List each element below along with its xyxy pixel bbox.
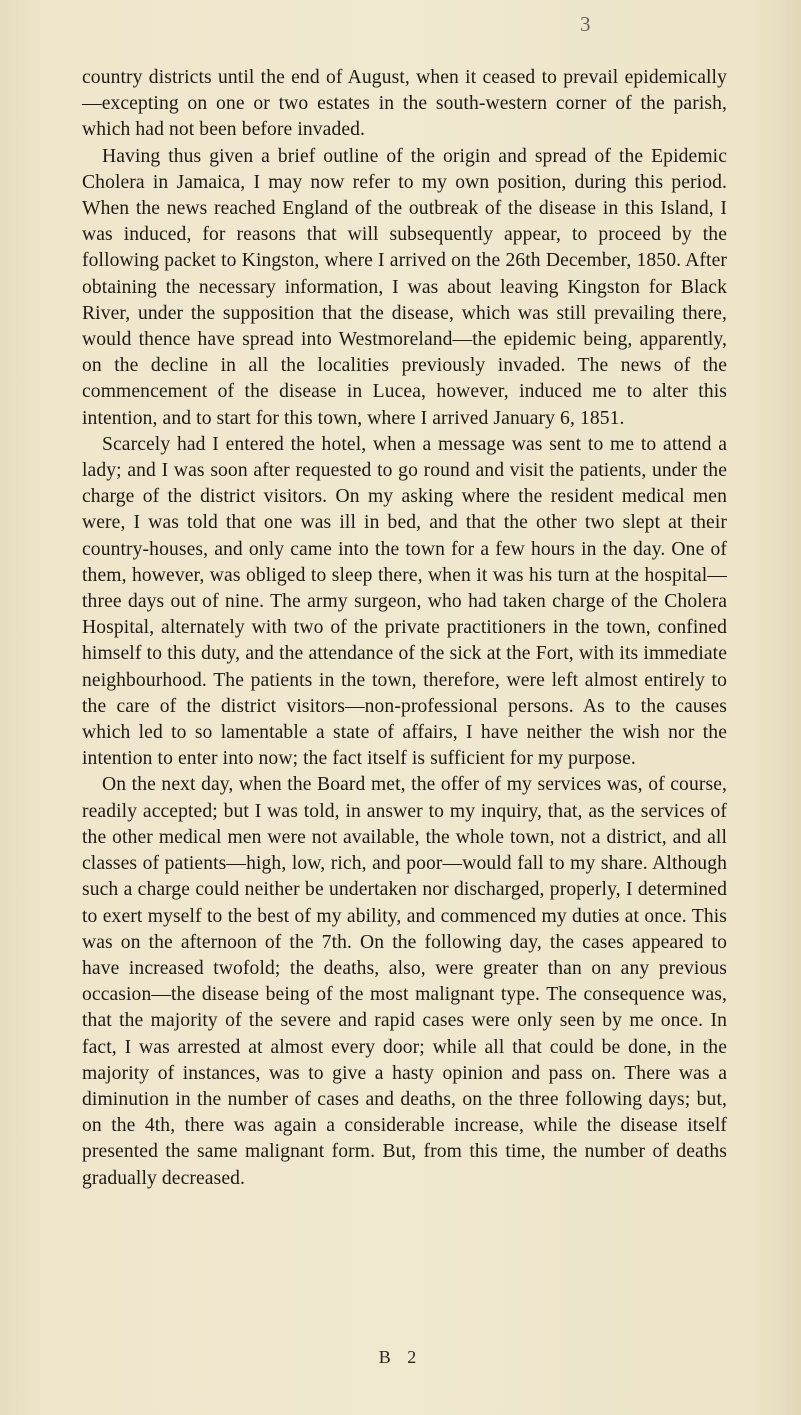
- body-text: [82, 65, 727, 1192]
- paragraph-1: country districts until the end of August, when it ceased to prevail epidemically—excepting on one or two estates in the south-western corner of the parish, which had not been before invaded.: [82, 67, 727, 141]
- signature-mark: B 2: [378, 1347, 423, 1367]
- page-number: 3: [580, 12, 591, 36]
- paragraph-2: Having thus given a brief outline of the origin and spread of the Epidemic Cholera in Jamaica, I may now refer to my own position, during this period. When the news reached England of the outbreak of the disease in this Island, I was induced, for reasons that will subsequently appear, to proceed by the following packet to Kingston, where I arrived on the 26th December, 1850. After obtaining the necessary information, I was about leaving Kingston for Black River, under the supposition that the disease, which was still prevailing there, would thence have spread into Westmoreland—the epidemic being, apparently, on the decline in all the localities previously invaded. The news of the commencement of the disease in Lucea, however, induced me to alter this intention, and to start for this town, where I arrived January 6, 1851.: [82, 145, 727, 429]
- paragraph-3: Scarcely had I entered the hotel, when a message was sent to me to attend a lady; and I was soon after requested to go round and visit the patients, under the charge of the district visitors. On my asking where the resident medical men were, I was told that one was ill in bed, and that the other two slept at their country-houses, and only came into the town for a few hours in the day. One of them, however, was obliged to sleep there, when it was his turn at the hospital—three days out of nine. The army surgeon, who had taken charge of the Cholera Hospital, alternately with two of the private practitioners in the town, confined himself to this duty, and the attendance of the sick at the Fort, with its immediate neighbourhood. The patients in the town, therefore, were left almost entirely to the care of the district visitors—non-professional persons. As to the causes which led to so lamentable a state of affairs, I have neither the wish nor the intention to enter into now; the fact itself is sufficient for my purpose.: [82, 433, 727, 770]
- paragraph-4: On the next day, when the Board met, the offer of my services was, of course, readily accepted; but I was told, in answer to my inquiry, that, as the services of the other medical men were not available, the whole town, not a district, and all classes of patients—high, low, rich, and poor—would fall to my share. Although such a charge could neither be undertaken nor discharged, properly, I determined to exert myself to the best of my ability, and commenced my duties at once. This was on the afternoon of the 7th. On the following day, the cases appeared to have increased twofold; the deaths, also, were greater than on any previous occasion—the disease being of the most malignant type. The consequence was, that the majority of the severe and rapid cases were only seen by me once. In fact, I was arrested at almost every door; while all that could be done, in the majority of instances, was to give a hasty opinion and pass on. There was a diminution in the number of cases and deaths, on the three following days; but, on the 4th, there was again a considerable increase, while the disease itself presented the same malignant form. But, from this time, the number of deaths gradually decreased.: [82, 774, 727, 1189]
